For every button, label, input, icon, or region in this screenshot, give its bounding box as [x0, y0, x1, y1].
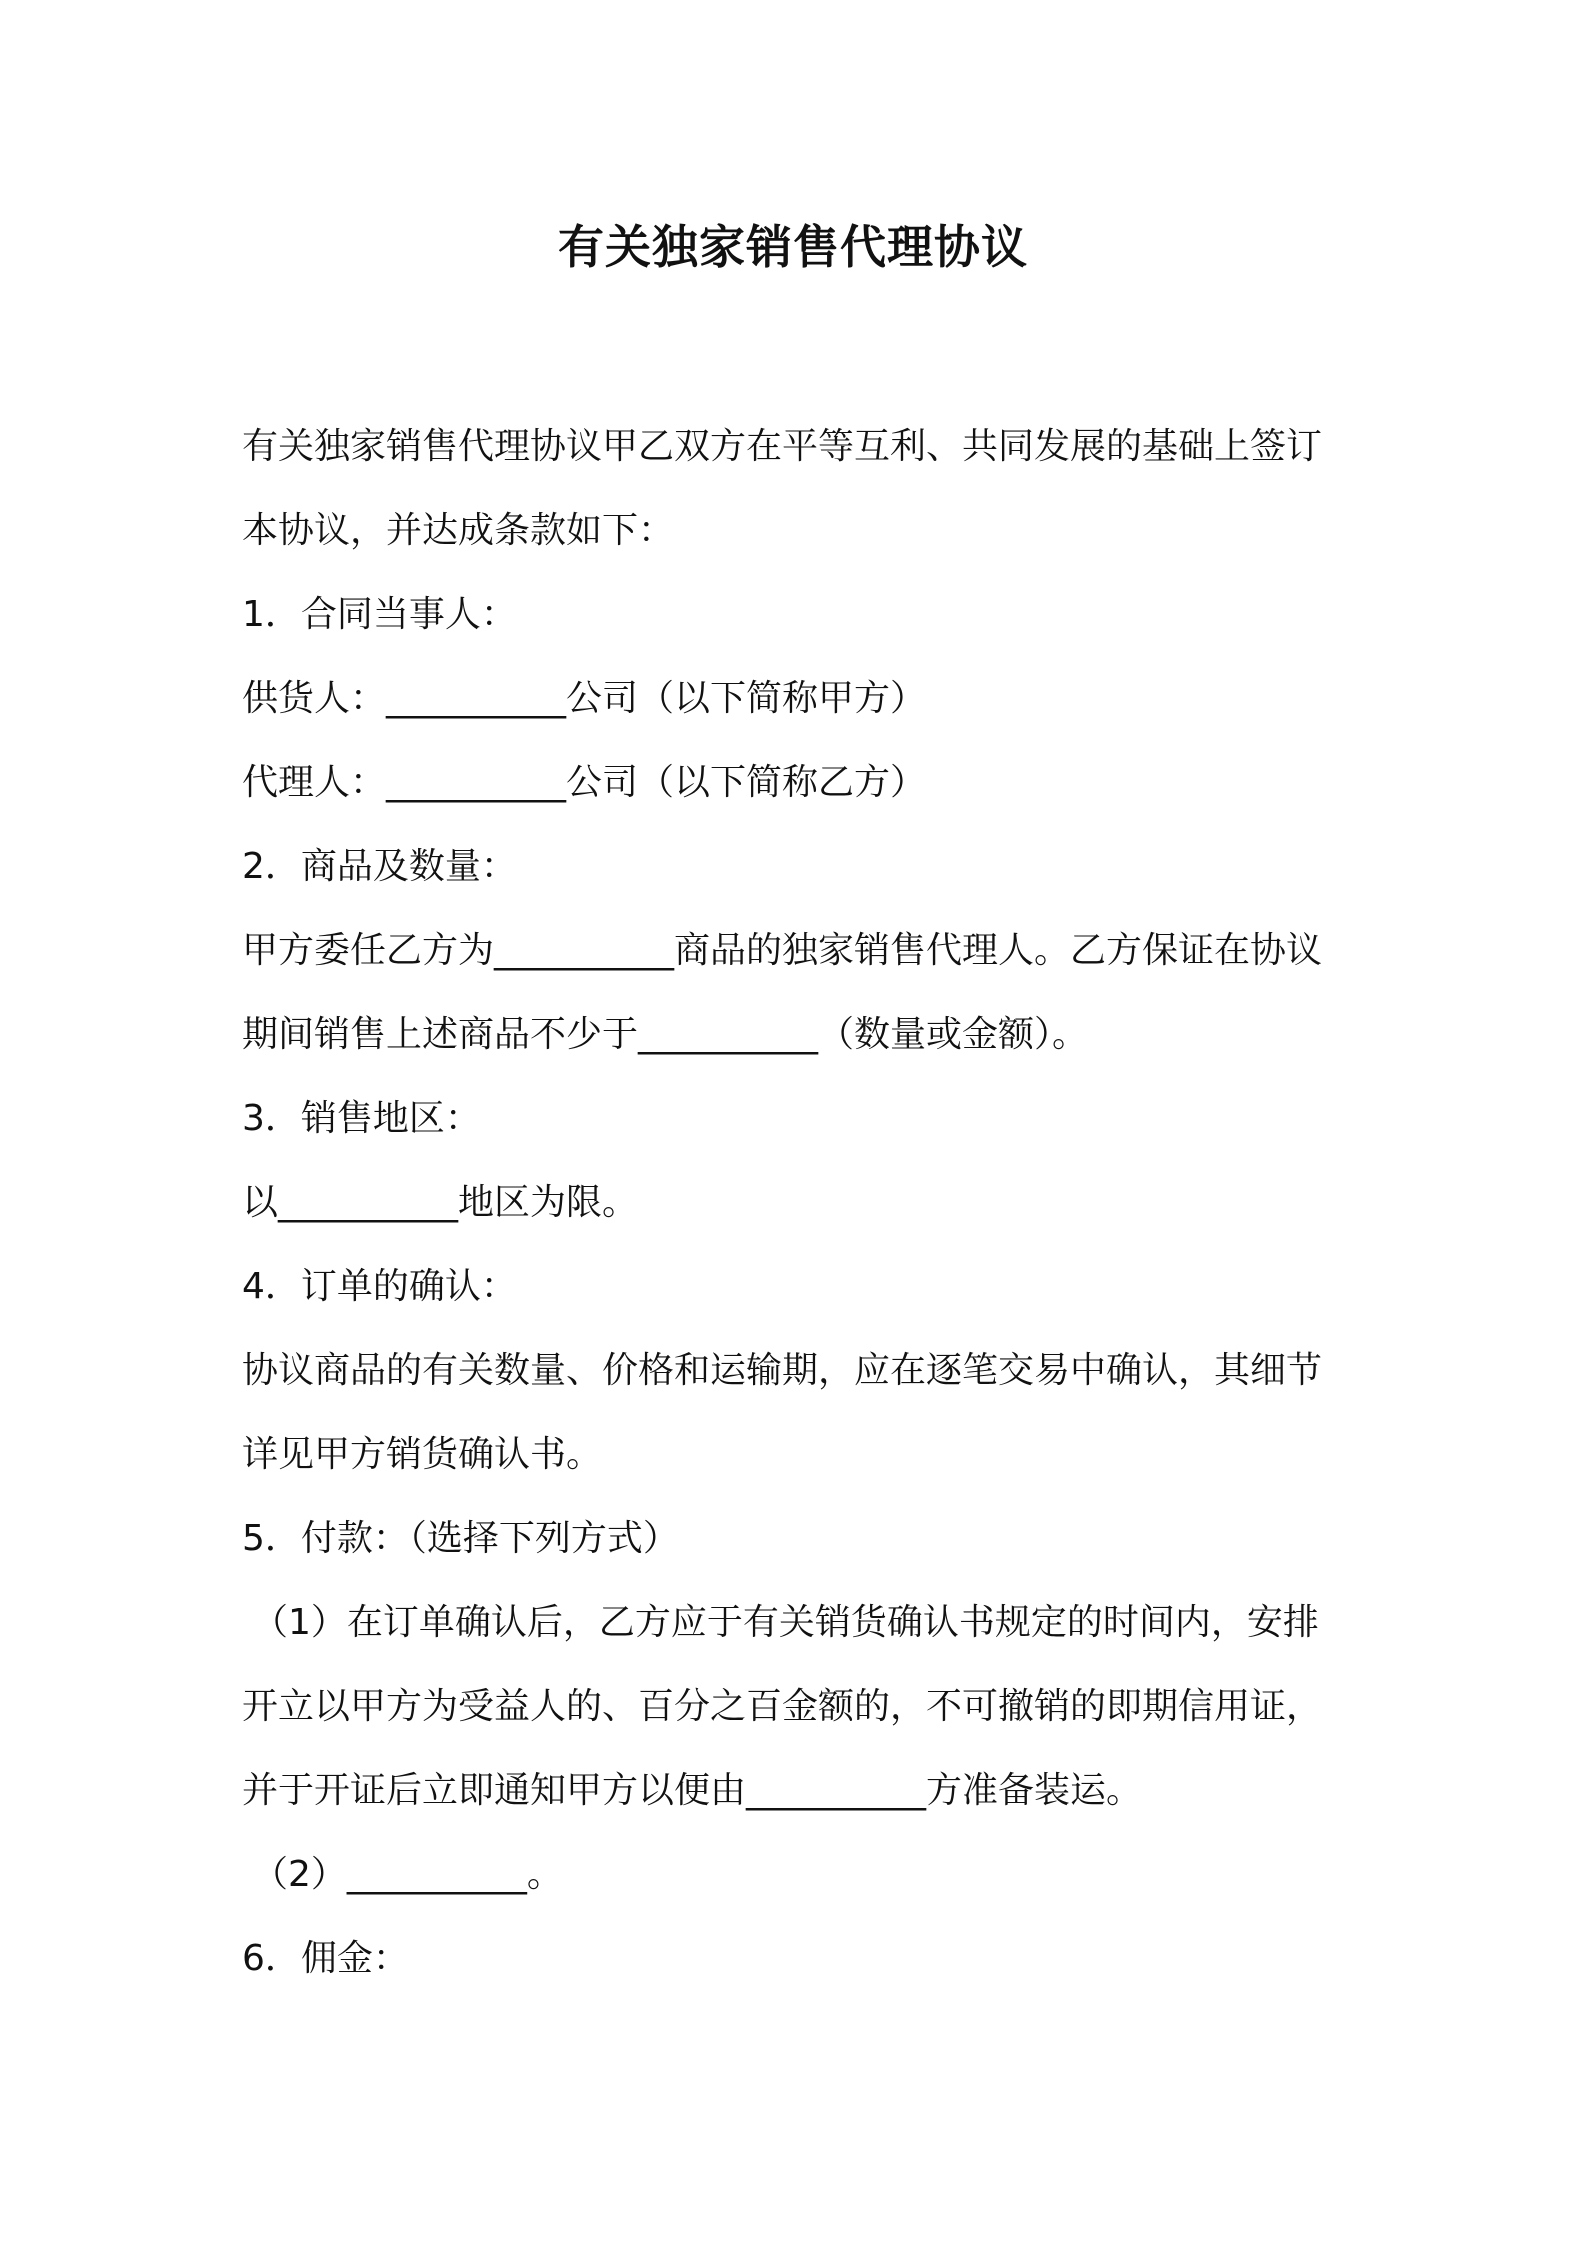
section-heading: 6．佣金： [242, 1938, 409, 1979]
paragraph-line: 协议商品的有关数量、价格和运输期，应在逐笔交易中确认，其细节 [242, 1350, 1323, 1391]
paragraph-line: 开立以甲方为受益人的、百分之百金额的，不可撤销的即期信用证， [242, 1686, 1323, 1727]
paragraph-line: 并于开证后立即通知甲方以便由__________方准备装运。 [242, 1770, 1143, 1811]
paragraph-line: 供货人：__________公司（以下简称甲方） [242, 678, 927, 719]
paragraph-line: 有关独家销售代理协议甲乙双方在平等互利、共同发展的基础上签订 [242, 426, 1323, 467]
list-item-line: （2）__________。 [252, 1854, 563, 1895]
section-heading: 5．付款：（选择下列方式） [242, 1518, 679, 1559]
document-body [242, 405, 1358, 2001]
paragraph-line: 详见甲方销货确认书。 [242, 1434, 603, 1475]
section-heading: 2．商品及数量： [242, 846, 517, 887]
section-heading: 4．订单的确认： [242, 1266, 517, 1307]
paragraph-line: 代理人：__________公司（以下简称乙方） [242, 762, 927, 803]
section-heading: 1．合同当事人： [242, 594, 517, 635]
paragraph-line: 以__________地区为限。 [242, 1182, 639, 1223]
paragraph-line: 期间销售上述商品不少于__________（数量或金额）。 [242, 1014, 1089, 1055]
section-heading: 3．销售地区： [242, 1098, 481, 1139]
list-item-line: （1）在订单确认后，乙方应于有关销货确认书规定的时间内，安排 [252, 1602, 1319, 1643]
paragraph-line: 甲方委任乙方为__________商品的独家销售代理人。乙方保证在协议 [242, 930, 1323, 971]
document-title: 有关独家销售代理协议 [558, 220, 1028, 274]
paragraph-line: 本协议，并达成条款如下： [242, 510, 675, 551]
